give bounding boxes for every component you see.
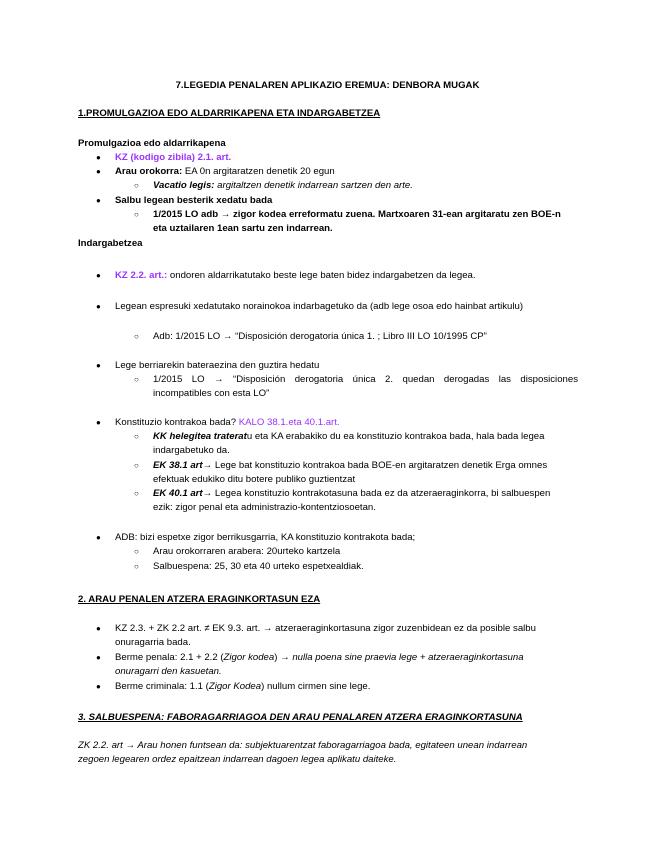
- section-1-heading: 1.PROMULGAZIOA EDO ALDARRIKAPENA ETA INDARGABETZEA: [78, 108, 381, 119]
- bullet-icon: ●: [96, 196, 101, 205]
- bullet-icon: ●: [96, 302, 101, 311]
- section-3-heading: 3. SALBUESPENA: FABORAGARRIAGOA DEN ARAU PENALAREN ATZERA ERAGINKORTASUNA: [78, 712, 523, 723]
- berme-penala-line-1: [115, 652, 524, 664]
- ek40-line-2: ezik: zigor penal eta administrazio-kontentziosoetan.: [153, 502, 376, 513]
- circle-bullet-icon: ○: [134, 432, 139, 441]
- vacatio-legis-text: argitaltzen denetik indarrean sartzen den arte.: [214, 180, 413, 191]
- berme-penala-a: : 2.1 + 2.2 (: [174, 652, 224, 663]
- bullet-icon: ●: [96, 533, 101, 542]
- berme-criminala-a: : 1.1 (: [184, 681, 209, 692]
- lo-disposicion-line-1: 1/2015 LO → “Disposición derogatoria única 2. quedan derogadas las disposiciones: [153, 374, 578, 385]
- circle-bullet-icon: ○: [134, 210, 139, 219]
- berme-criminala-item: [115, 681, 370, 693]
- circle-bullet-icon: ○: [134, 375, 139, 384]
- bullet-icon: ●: [96, 153, 101, 162]
- salbuespena-espetxealdiak: Salbuespena: 25, 30 eta 40 urteko espetxealdiak.: [153, 561, 364, 572]
- berme-penala-c: ) →: [274, 652, 293, 663]
- circle-bullet-icon: ○: [134, 562, 139, 571]
- kk-helegitea-label: KK helegitea traterat: [153, 431, 247, 442]
- subheading-indargabetzea: Indargabetzea: [78, 238, 143, 249]
- circle-bullet-icon: ○: [134, 489, 139, 498]
- subheading-promulgazioa: Promulgazioa edo aldarrikapena: [78, 138, 226, 149]
- kz22-label: KZ 2.2. art.:: [115, 270, 168, 281]
- legean-item: Legean espresuki xedatutako norainokoa indarbagetuko da (adb lege osoa edo hainbat artikulu): [115, 301, 524, 312]
- lege-berria-item: Lege berriarekin bateraezina den guztira hedatu: [115, 360, 320, 371]
- circle-bullet-icon: ○: [134, 332, 139, 341]
- kz23-line-1: KZ 2.3. + ZK 2.2 art. ≠ EK 9.3. art. → atzeraeraginkortasuna zigor zuzenbidean ez da posible salbu: [115, 623, 536, 634]
- circle-bullet-icon: ○: [134, 181, 139, 190]
- berme-penala-line-2: onuragarri den kasuetan.: [115, 666, 222, 677]
- bullet-icon: ●: [96, 653, 101, 662]
- arau-orokorra-label: Arau orokorra:: [115, 166, 183, 177]
- bullet-icon: ●: [96, 271, 101, 280]
- bullet-icon: ●: [96, 418, 101, 427]
- lo-disposicion-line-2: incompatibles con esta LO”: [153, 388, 270, 399]
- kalo-reference: KALO 38.1.eta 40.1.art.: [238, 417, 340, 428]
- ek38-line-1: [153, 460, 547, 472]
- arau-orokorra-kartzela: Arau orokorraren arabera: 20urteko kartzela: [153, 546, 341, 557]
- konstituzio-item: [115, 417, 340, 429]
- arau-orokorra-item: [115, 166, 335, 178]
- adb-espetxe-item: ADB: bizi espetxe zigor berrikusgarria, KA konstituzio kontrakota bada;: [115, 532, 416, 543]
- berme-penala-label: Berme penala: [115, 652, 175, 663]
- salbu-item: Salbu legean besterik xedatu bada: [115, 195, 273, 206]
- berme-criminala-label: Berme criminala: [115, 681, 185, 692]
- kk-helegitea-text: u eta KA erabakiko du ea konstituzio kontrakoa bada, hala bada legea: [246, 431, 545, 442]
- bullet-icon: ●: [96, 682, 101, 691]
- adb-lo-item: Adb: 1/2015 LO → “Disposición derogatoria única 1. ; Libro III LO 10/1995 CP”: [153, 331, 487, 342]
- kz-reference: KZ (kodigo zibila) 2.1. art.: [115, 152, 232, 163]
- berme-penala-d: nulla poena sine praevia lege + atzeraeraginkortasuna: [292, 652, 524, 663]
- ek38-label: EK 38.1 art→: [153, 460, 213, 471]
- bullet-icon: ●: [96, 624, 101, 633]
- circle-bullet-icon: ○: [134, 461, 139, 470]
- berme-penala-b: Zigor kodea: [223, 652, 275, 663]
- section-3-paragraph-line-2: zegoen legearen ordez epaitzean indarrean dagoen legea aplikatu daiteke.: [78, 754, 397, 765]
- konstituzio-text: Konstituzio kontrakoa bada?: [115, 417, 239, 428]
- ek40-text: Legea konstituzio kontrakotasuna bada ez da atzeraeraginkorra, bi salbuespen: [212, 488, 551, 499]
- berme-criminala-b: Zigor Kodea: [208, 681, 262, 692]
- kk-helegitea-line-2: indargabetuko da.: [153, 445, 230, 456]
- bullet-icon: ●: [96, 167, 101, 176]
- ek38-text: Lege bat konstituzio kontrakoa bada BOE-en argitaratzen denetik Erga omnes: [212, 460, 548, 471]
- ek38-line-2: efektuak edukiko ditu botere publiko guztientzat: [153, 474, 356, 485]
- kk-helegitea-line-1: [153, 431, 544, 443]
- section-3-paragraph-line-1: ZK 2.2. art → Arau honen funtsean da: subjektuarentzat faboragarriagoa bada, egitateen unean indarrean: [78, 740, 528, 751]
- vacatio-legis-item: [153, 180, 413, 192]
- circle-bullet-icon: ○: [134, 547, 139, 556]
- lo-2015-line-2: eta uztailaren 1ean sartu zen indarrean.: [153, 223, 333, 234]
- vacatio-legis-label: Vacatio legis:: [153, 180, 215, 191]
- lo-2015-line-1: 1/2015 LO adb → zigor kodea erreformatu zuena. Martxoaren 31-ean argitaratu zen BOE-n: [153, 209, 561, 220]
- bullet-icon: ●: [96, 361, 101, 370]
- berme-criminala-c: ) nullum cirmen sine lege.: [261, 681, 371, 692]
- arau-orokorra-text: EA 0n argitaratzen denetik 20 egun: [182, 166, 335, 177]
- kz23-line-2: onuragarria bada.: [115, 637, 191, 648]
- section-2-heading: 2. ARAU PENALEN ATZERA ERAGINKORTASUN EZA: [78, 594, 321, 605]
- ek40-line-1: [153, 488, 550, 500]
- kz22-text: ondoren aldarrikatutako beste lege baten bidez indargabetzen da legea.: [167, 270, 476, 281]
- ek40-label: EK 40.1 art→: [153, 488, 213, 499]
- page-title: 7.LEGEDIA PENALAREN APLIKAZIO EREMUA: DENBORA MUGAK: [175, 80, 480, 91]
- kz22-item: [115, 270, 476, 282]
